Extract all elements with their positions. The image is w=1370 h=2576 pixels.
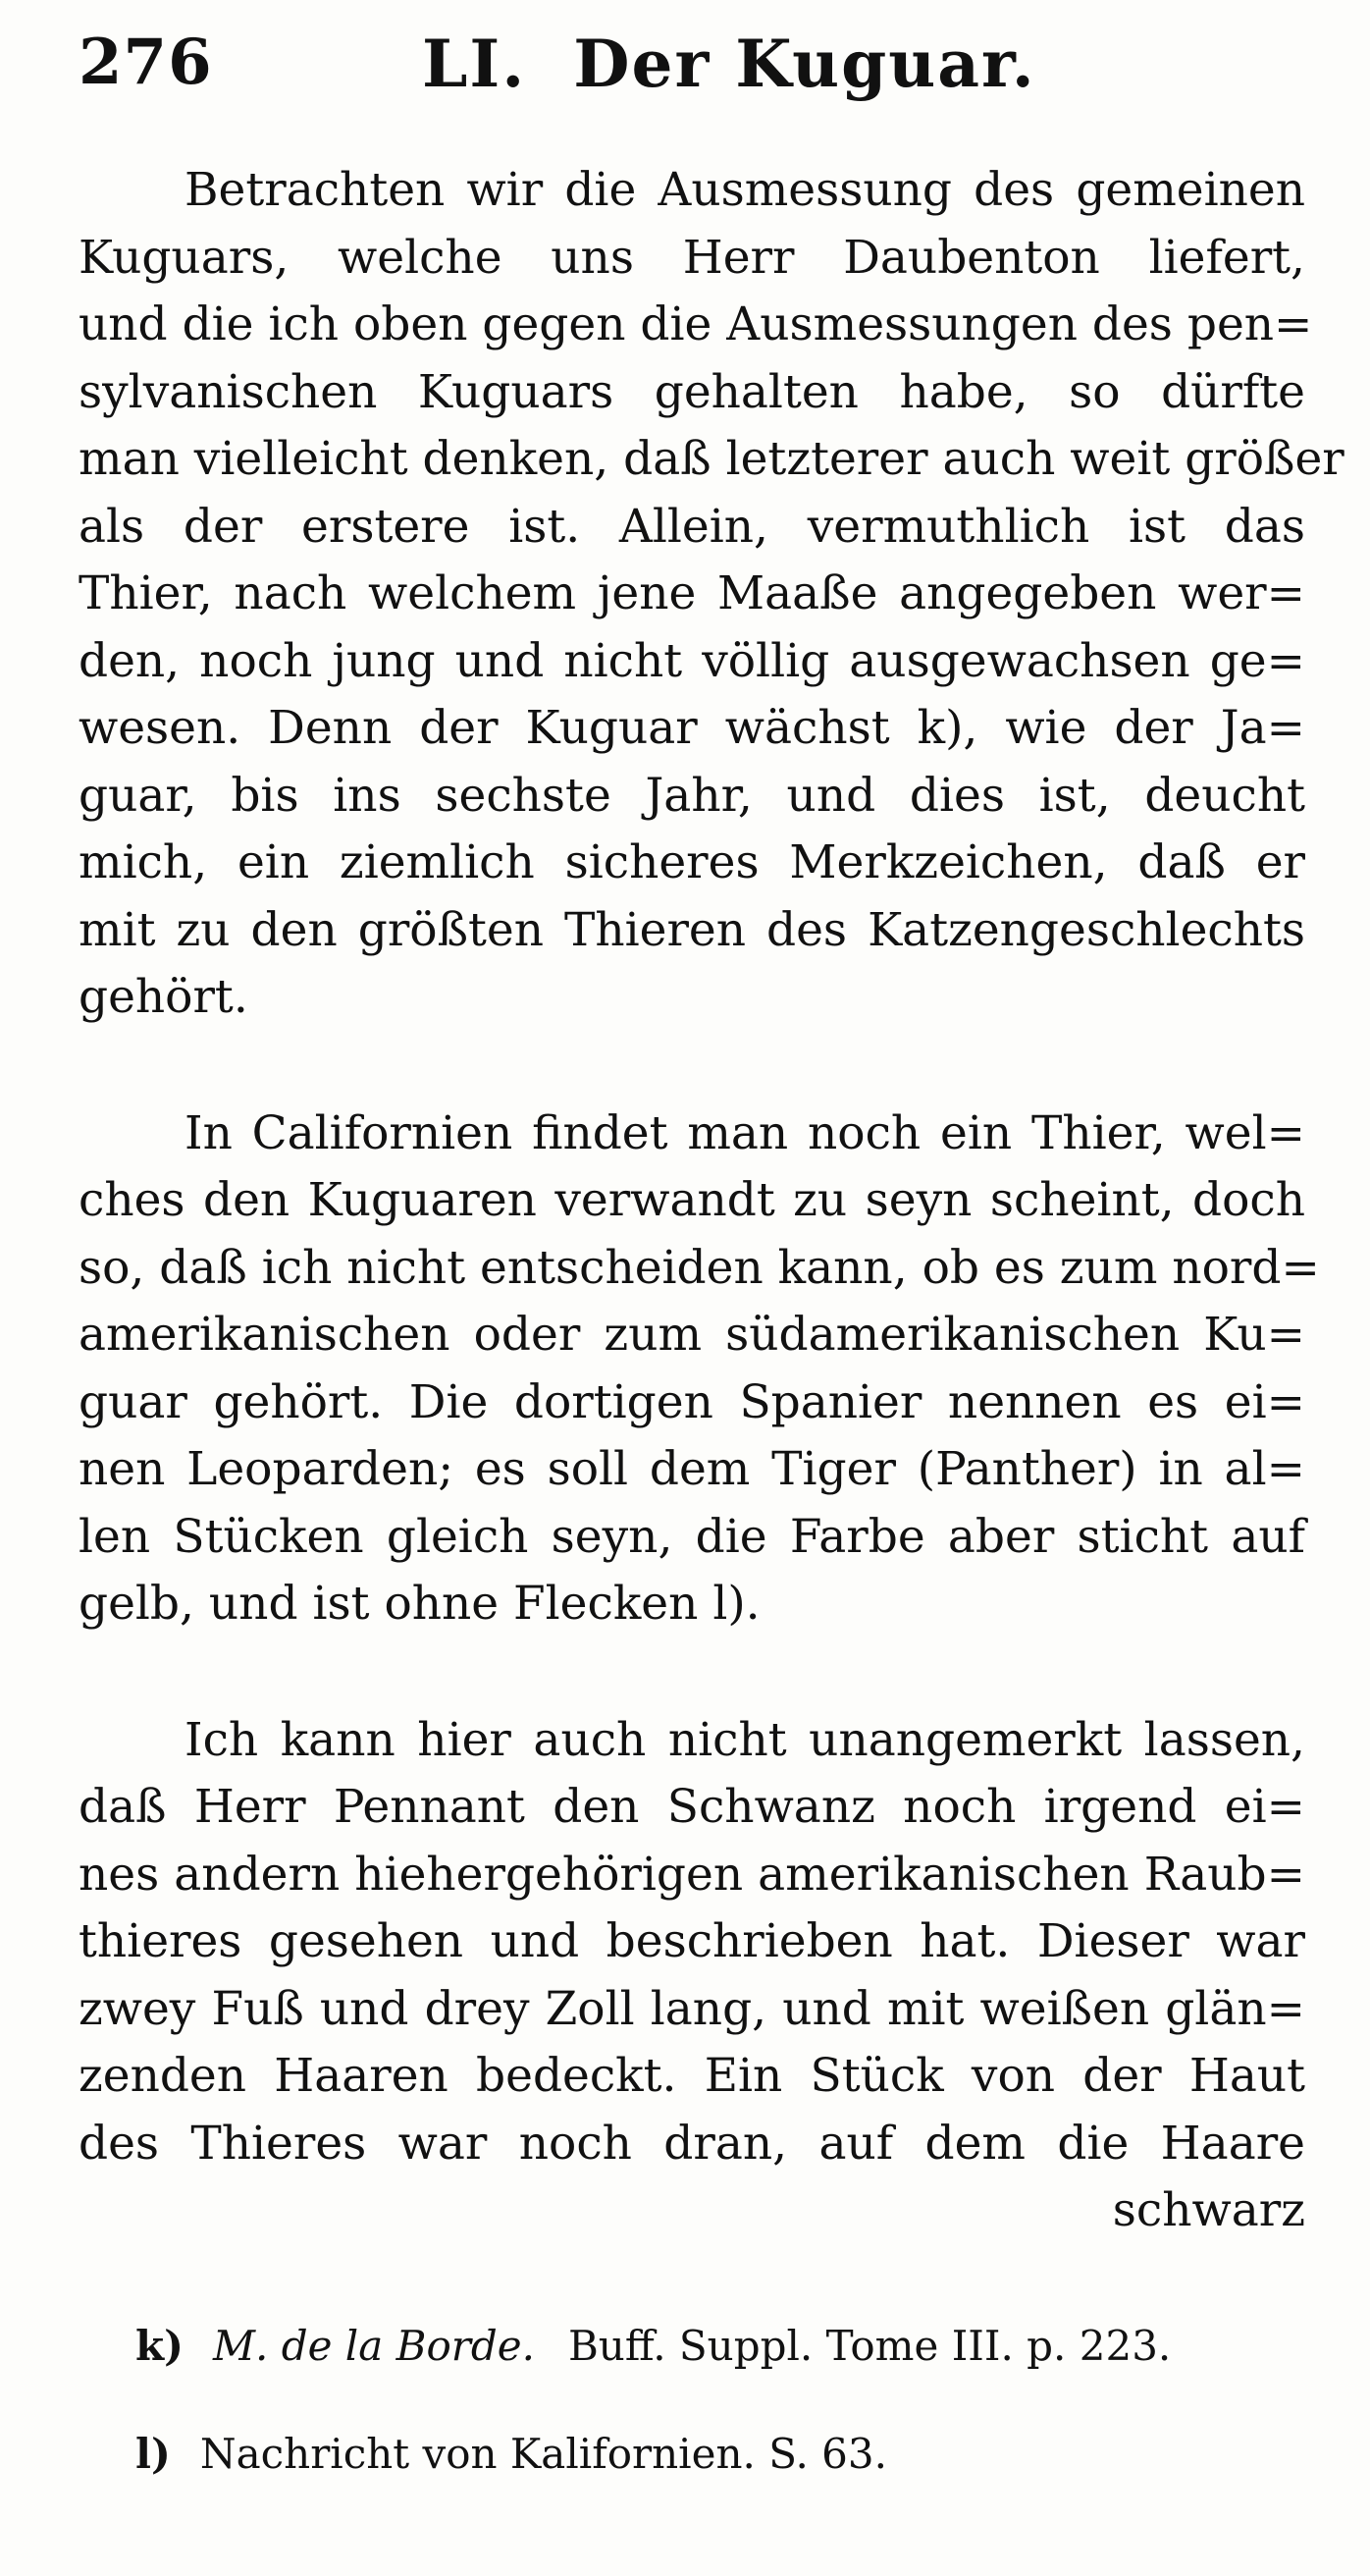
text-line: Thier, nach welchem jene Maaße angegeben wer= — [79, 566, 1305, 620]
catchword: schwarz — [1112, 2183, 1305, 2237]
text-line: des Thieres war noch dran, auf dem die Haare — [79, 2116, 1305, 2171]
running-title — [422, 26, 1036, 102]
paragraph-2 — [79, 1100, 1320, 1638]
paragraph-1 — [79, 157, 1344, 1032]
text-line: zenden Haaren bedeckt. Ein Stück von der Haut — [79, 2049, 1305, 2103]
text-line: den, noch jung und nicht völlig ausgewachsen ge= — [79, 633, 1305, 688]
page-header — [79, 26, 1315, 124]
paragraph-3 — [79, 1707, 1305, 2245]
chapter-number: LI. — [422, 26, 527, 102]
text-line: zwey Fuß und drey Zoll lang, und mit weißen glän= — [79, 1981, 1305, 2036]
text-line: Ich kann hier auch nicht unangemerkt lassen, — [184, 1712, 1305, 1767]
footnote-author: M. de la Borde. — [212, 2322, 535, 2370]
footnote-mark: k) — [135, 2322, 184, 2370]
text-line: guar, bis ins sechste Jahr, und dies ist, deucht — [79, 768, 1305, 823]
text-line: mit zu den größten Thieren des Katzengeschlechts — [79, 902, 1305, 957]
text-line: Betrachten wir die Ausmessung des gemeinen — [184, 163, 1305, 217]
chapter-title: Der Kuguar. — [573, 26, 1036, 102]
footnote-mark: l) — [135, 2430, 171, 2478]
body-text — [79, 157, 1344, 2245]
text-line: In Californien findet man noch ein Thier, wel= — [184, 1105, 1305, 1160]
text-line: gehört. — [79, 970, 248, 1024]
text-line: thieres gesehen und beschrieben hat. Dieser war — [79, 1914, 1305, 1968]
text-line: ches den Kuguaren verwandt zu seyn scheint, doch — [79, 1173, 1305, 1227]
footnotes — [135, 2317, 1264, 2533]
page-number: 276 — [79, 26, 213, 99]
footnote-l — [135, 2425, 1264, 2484]
text-line: sylvanischen Kuguars gehalten habe, so dürfte — [79, 364, 1305, 419]
footnote-source: Buff. Suppl. Tome III. p. 223. — [567, 2322, 1172, 2370]
text-line: guar gehört. Die dortigen Spanier nennen es ei= — [79, 1374, 1305, 1429]
text-line: wesen. Denn der Kuguar wächst k), wie der Ja= — [79, 701, 1305, 755]
text-line: nes andern hiehergehörigen amerikanischen Raub= — [79, 1847, 1305, 1902]
footnote-text: Nachricht von Kalifornien. S. 63. — [199, 2430, 887, 2478]
text-line: len Stücken gleich seyn, die Farbe aber sticht auf — [79, 1509, 1305, 1564]
text-line: daß Herr Pennant den Schwanz noch irgend ei= — [79, 1780, 1305, 1834]
text-line: Kuguars, welche uns Herr Daubenton liefert, — [79, 230, 1305, 285]
text-line: mich, ein ziemlich sicheres Merkzeichen, daß er — [79, 835, 1305, 889]
text-line: so, daß ich nicht entscheiden kann, ob es zum nord= — [79, 1240, 1320, 1295]
text-line: amerikanischen oder zum südamerikanischen Ku= — [79, 1308, 1305, 1362]
text-line: und die ich oben gegen die Ausmessungen des pen= — [79, 297, 1313, 351]
text-line: gelb, und ist ohne Flecken l). — [79, 1577, 761, 1631]
footnote-k — [135, 2317, 1264, 2376]
text-line: als der erstere ist. Allein, vermuthlich ist das — [79, 499, 1305, 554]
text-line: man vielleicht denken, daß letzterer auch weit größer — [79, 432, 1344, 486]
text-line: nen Leoparden; es soll dem Tiger (Panther) in al= — [79, 1442, 1305, 1496]
